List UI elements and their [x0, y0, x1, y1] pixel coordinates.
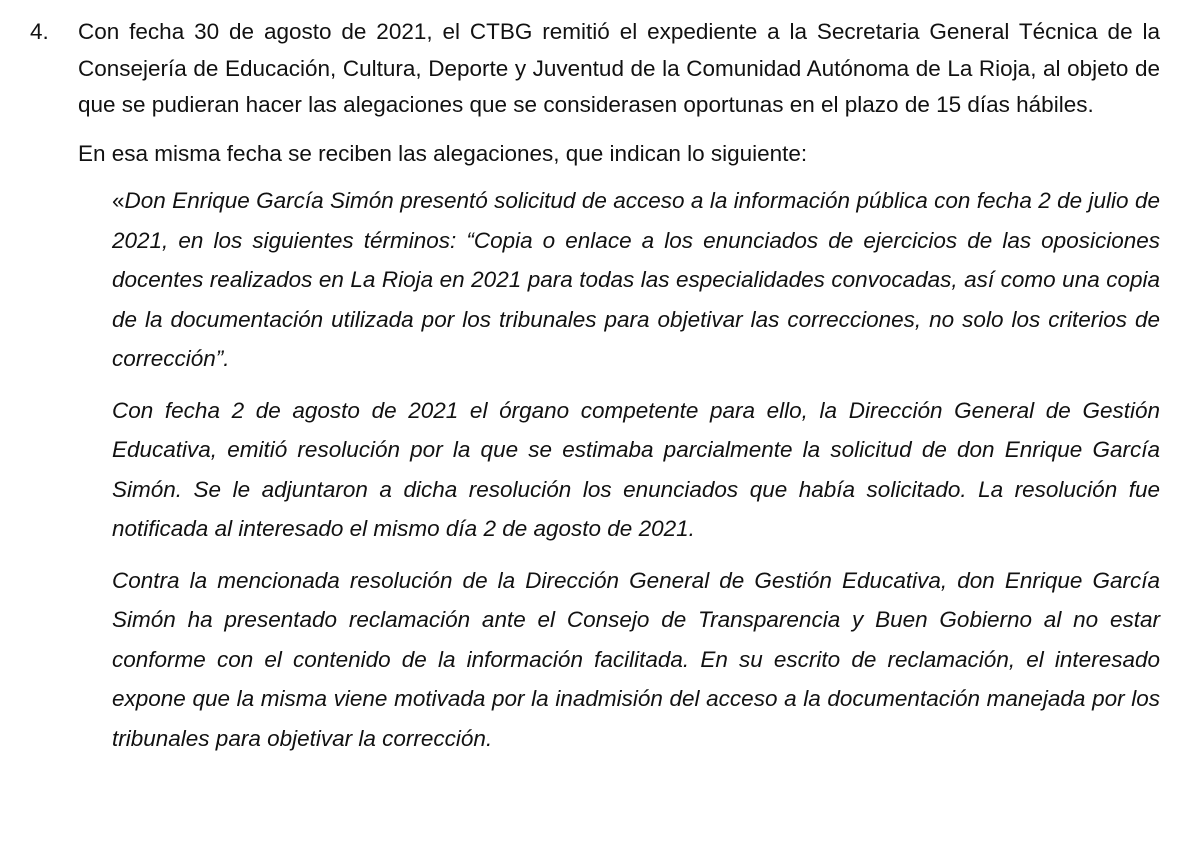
- opening-quote-mark: «: [112, 188, 125, 213]
- quote-paragraph-solicitud-text: Don Enrique García Simón presentó solicitud de acceso a la información pública con fecha 2 de julio de 2021, en los siguientes términos: “Copia o enlace a los enunciados de ejercicios de las oposiciones docentes realizados en La Rioja en 2021 para todas las especialidades convocadas, así como una copia de la documentación utilizada por los tribunales para objetivar las correcciones, no solo los criterios de corrección”.: [112, 188, 1160, 371]
- quote-paragraph-solicitud: [112, 181, 1160, 379]
- item-number: 4.: [30, 19, 49, 44]
- item-body: [78, 14, 1160, 770]
- quote-paragraph-reclamacion: Contra la mencionada resolución de la Dirección General de Gestión Educativa, don Enrique García Simón ha presentado reclamación ante el Consejo de Transparencia y Buen Gobierno al no estar conforme con el contenido de la información facilitada. En su escrito de reclamación, el interesado expone que la misma viene motivada por la inadmisión del acceso a la documentación manejada por los tribunales para objetivar la corrección.: [112, 567, 1160, 751]
- paragraph-remision: Con fecha 30 de agosto de 2021, el CTBG remitió el expediente a la Secretaria General Técnica de la Consejería de Educación, Cultura, Deporte y Juventud de la Comunidad Autónoma de La Rioja, al objeto de que se pudieran hacer las alegaciones que se considerasen oportunas en el plazo de 15 días hábiles.: [78, 19, 1160, 117]
- quoted-allegations: [112, 181, 1160, 758]
- quote-paragraph-resolucion: Con fecha 2 de agosto de 2021 el órgano competente para ello, la Dirección General de Gestión Educativa, emitió resolución por la que se estimaba parcialmente la solicitud de don Enrique García Simón. Se le adjuntaron a dicha resolución los enunciados que había solicitado. La resolución fue notificada al interesado el mismo día 2 de agosto de 2021.: [112, 397, 1160, 541]
- paragraph-alegaciones-intro: En esa misma fecha se reciben las alegaciones, que indican lo siguiente:: [78, 140, 808, 166]
